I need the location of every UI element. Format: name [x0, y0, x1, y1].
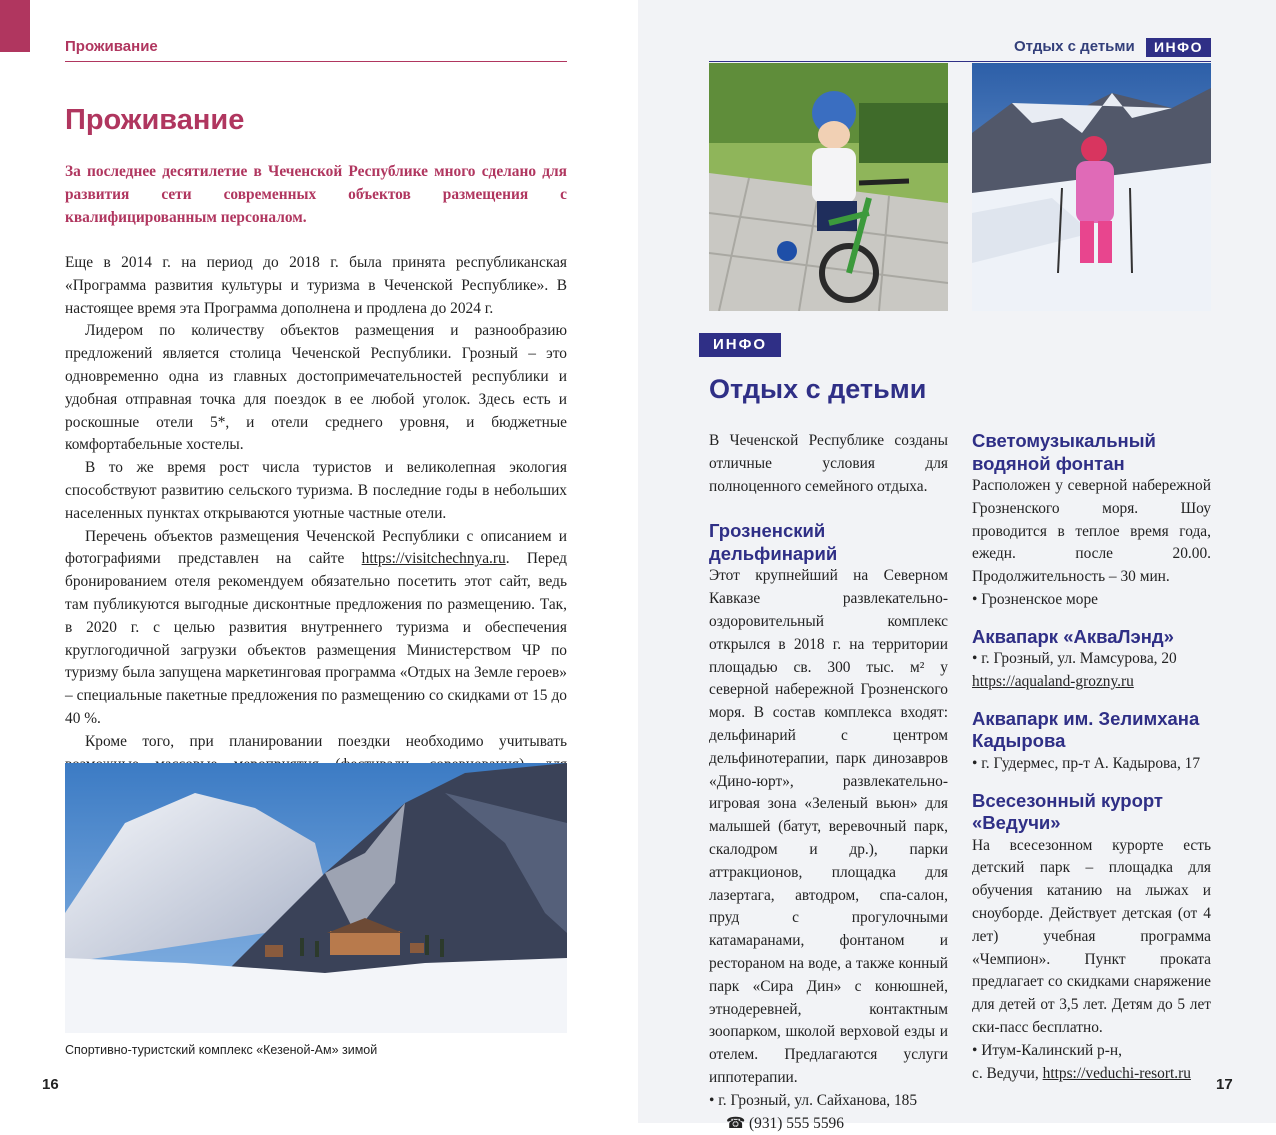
section-tab	[0, 0, 30, 52]
aquapark-kadyrov-title: Аквапарк им. Зелимхана Кадырова	[972, 707, 1200, 752]
paragraph-4-end: . Перед бронированием отеля рекомендуем обязательно посетить этот сайт, ведь там публикуются выгодные дисконтные предложения по размещению. Так, в 2020 г. с целью развития внутреннего туризма и обеспечения круглогодичной загрузки объектов размещения Министерством ЧР по туризму была запущена маркетинговая программа «Отдых на Земле героев» – специальные пакетные предложения по размещению со скидками от 15 до 40 %.	[65, 550, 567, 727]
aqualand-link[interactable]: https://aqualand-grozny.ru	[972, 673, 1134, 691]
paragraph-5: Кроме того, при планировании поездки необходимо учитывать	[85, 732, 567, 750]
dolphinarium-phone-line	[709, 1113, 948, 1135]
running-head-right: Отдых с детьми	[1014, 38, 1135, 55]
column-right	[972, 430, 1211, 1085]
aquapark-kadyrov-address: • г. Гудермес, пр-т А. Кадырова, 17	[972, 754, 1201, 772]
paragraph-1: Еще в 2014 г. на период до 2018 г. была принята республиканская «Программа развития культуры и туризма в Чеченской Республике». В настоящее время эта Программа дополнена и продлена до 2024 г.	[65, 254, 567, 317]
page-number-right: 17	[1216, 1076, 1233, 1093]
phone-icon: ☎	[726, 1114, 746, 1132]
dolphinarium-text: Этот крупнейший на Северном Кавказе развлекательно-оздоровительный комплекс открылся в 2018 г. на территории площадью св. 300 тыс. м² у северной набережной Грозненского моря. В состав комплекса входят: дельфинарий с центром дельфинотерапии, парк динозавров «Дино-юрт», развлекательно-игровая зона «Зеленый вьюн» для малышей (батут, веревочный парк, скалодром и др.), парки аттракционов, площадка для лазертага, автодром, спа-салон, пруд с прогулочными катамаранами, фонтаном и рестораном на воде, а также конный парк «Сира Дин» с конюшней, этнодеревней, контактным зоопарком, школой верховой езды и отелем. Предлагаются услуги иппотерапии.	[709, 567, 948, 1086]
visitchechnya-link[interactable]: https://visitchechnya.ru	[361, 550, 506, 568]
column-left	[709, 430, 948, 1135]
paragraph-3: В то же время рост числа туристов и великолепная экология способствуют развитию сельского туризма. В последние годы в небольших населенных пунктах открываются уютные частные отели.	[65, 459, 567, 522]
kezenoy-am-winter-photo	[65, 763, 567, 1033]
fountain-title: Светомузыкальный водяной фонтан	[972, 430, 1156, 474]
page-title-right: Отдых с детьми	[709, 374, 927, 404]
veduchi-text: На всесезонном курорте есть детский парк – площадка для обучения катанию на лыжах и сноуборде. Действует детская (от 4 лет) учебная программа «Чемпион». Пункт проката предлагает со скидками снаряжение для детей от 3,5 лет. Детям до 5 лет ски-пасс бесплатно.	[972, 836, 1211, 1037]
page-number-left: 16	[42, 1076, 59, 1093]
header-rule	[65, 61, 567, 62]
header-rule-right	[709, 61, 1211, 62]
info-badge: ИНФО	[699, 333, 781, 357]
dolphinarium-title: Грозненский дельфинарий	[709, 520, 838, 564]
dolphinarium-address: • г. Грозный, ул. Сайханова, 185	[709, 1091, 918, 1109]
page-title-left: Проживание	[65, 104, 245, 136]
running-head-left: Проживание	[65, 38, 158, 55]
lead-paragraph: За последнее десятилетие в Чеченской Республике много сделано для развития сети современных объектов размещения с квалифицированным персоналом.	[65, 163, 567, 226]
dolphinarium-phone: (931) 555 5596	[749, 1114, 844, 1132]
veduchi-link[interactable]: https://veduchi-resort.ru	[1042, 1064, 1191, 1082]
intro-text: В Чеченской Республике созданы отличные условия для полноценного семейного отдыха.	[709, 432, 948, 495]
paragraph-2: Лидером по количеству объектов размещения и разнообразию предложений является столица Чеченской Республики. Грозный – это одновременно одна из главных достопримечательностей республики и удобная отправная точка для поездок в ее любой уголок. Здесь есть и роскошные отели 5*, и отели среднего уровня, и бюджетные комфортабельные хостелы.	[65, 322, 567, 454]
veduchi-title: Всесезонный курорт «Ведучи»	[972, 789, 1163, 834]
body-text-left	[65, 252, 567, 799]
paragraph-4-start: Перечень объектов размещения Чеченской Республики с описанием и фотографиями представлен на сайте	[65, 527, 567, 568]
paragraph-4	[65, 526, 567, 731]
fountain-address: • Грозненское море	[972, 590, 1098, 608]
left-page	[0, 0, 638, 1123]
aqualand-address: • г. Грозный, ул. Мамсурова, 20	[972, 650, 1177, 668]
fountain-text: Расположен у северной набережной Грозненского моря. Шоу проводится в теплое время года, ежедн. после 20.00. Продолжительность – 30 мин.	[972, 477, 1211, 586]
aqualand-url-line	[972, 671, 1211, 694]
child-balance-bike-photo	[709, 63, 948, 311]
child-skiing-photo	[972, 63, 1211, 311]
photo-caption: Спортивно-туристский комплекс «Кезеной-Ам» зимой	[65, 1043, 378, 1057]
veduchi-village: с. Ведучи,	[972, 1064, 1043, 1082]
veduchi-address-line-2	[972, 1063, 1211, 1086]
aqualand-title: Аквапарк «АкваЛэнд»	[972, 625, 1174, 647]
veduchi-address: • Итум-Калинский р-н,	[972, 1041, 1122, 1059]
info-header-badge: ИНФО	[1146, 38, 1211, 57]
